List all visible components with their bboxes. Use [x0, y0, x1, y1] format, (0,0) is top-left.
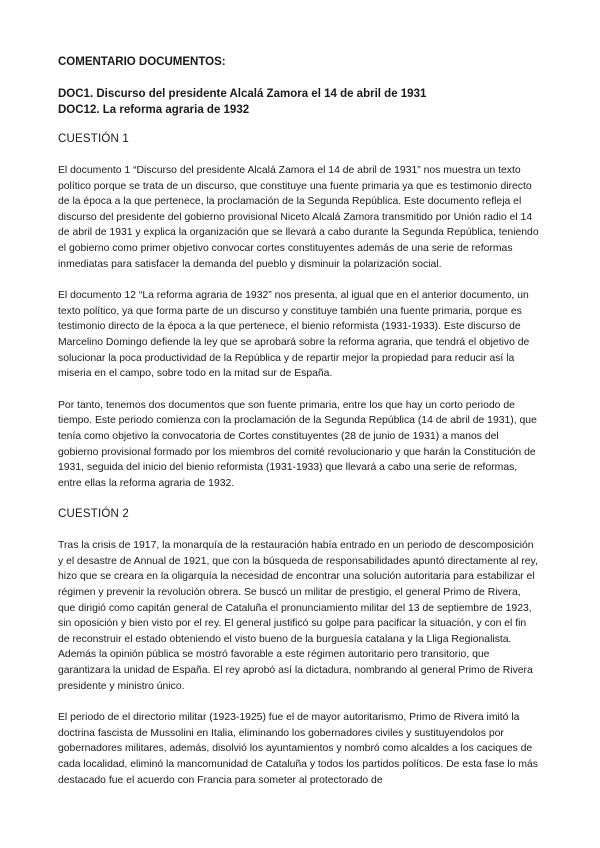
paragraph: El documento 12 “La reforma agraria de 1932” nos presenta, al igual que en el anterior documento, un texto político, ya que forma parte de un discurso y constituye también una fuente primaria, porque es testimonio directo de la época a la que pertenece, el bienio reformista (1931-1933). Este discurso de Marcelino Domingo defiende la ley que se aprobará sobre la reforma agraria, que tendrá el objetivo de solucionar la poca productividad de la República y de repartir mejor la propiedad para reducir así la miseria en el campo, sobre todo en la mitad sur de España. [58, 290, 530, 380]
paragraph: Tras la crisis de 1917, la monarquía de la restauración había entrado en un periodo de descomposición y el desastre de Annual de 1921, que con la búsqueda de responsabilidades apuntó directamente al rey, hizo que se creara en la oligarquía la necesidad de encontrar una solución autoritaria para estabilizar el régimen y prevenir la revolución obrera. Se buscó un militar de prestigio, el general Primo de Rivera, que dirigió como capitán general de Cataluña el pronunciamiento militar del 13 de septiembre de 1923, sin oposición y bien visto por el rey. El general justificó su golpe para pacificar la situación, y con el fin de reconstruir el estado obteniendo el visto bueno de la burguesía catalana y la Lliga Regionalista. Además la opinión pública se mostró favorable a este régimen autoritario pero transitorio, que garantizara la unidad de España. El rey aprobó así la dictadura, nombrando al general Primo de Rivera presidente y ministro único. [58, 540, 538, 692]
document-reference-1: DOC1. Discurso del presidente Alcalá Zamora el 14 de abril de 1931 [58, 88, 427, 100]
paragraph: El periodo de el directorio militar (1923-1925) fue el de mayor autoritarismo, Primo de Rivera imitó la doctrina fascista de Mussolini en Italia, eliminando los gobernadores civiles y sustituyendolos por gobernadores militares, además, disolvió los ayuntamientos y nombró como alcaldes a los caciques de cada localidad, eliminó la mancomunidad de Cataluña y todos los partidos políticos. De esta fase lo más destacado fue el acuerdo con Francia para someter al protectorado de [58, 712, 538, 786]
document-reference-2: DOC12. La reforma agraria de 1932 [58, 104, 250, 116]
paragraph: El documento 1 “Discurso del presidente Alcalá Zamora el 14 de abril de 1931” nos muestra un texto político porque se trata de un discurso, que constituye una fuente primaria ya que es testimonio directo de la época a la que pertenece, la proclamación de la Segunda República. Este documento refleja el discurso del presidente del gobierno provisional Niceto Alcalá Zamora transmitido por Unión radio el 14 de abril de 1931 y explica la organización que se llevará a cabo durante la Segunda República, teniendo el gobierno como primer objetivo convocar cortes constituyentes además de una serie de reformas inmediatas para satisfacer la demanda del pueblo y disminuir la polarización social. [58, 165, 539, 270]
section-heading: CUESTIÓN 2 [58, 508, 130, 521]
paragraph: Por tanto, tenemos dos documentos que son fuente primaria, entre los que hay un corto periodo de tiempo. Este periodo comienza con la proclamación de la Segunda República (14 de abril de 1931), que tenía como objetivo la convocatoria de Cortes constituyentes (28 de junio de 1931) a manos del gobierno provisional formado por los miembros del comité revolucionario y que harán la Constitución de 1931, seguida del inicio del bienio reformista (1931-1933) que llevará a cabo una serie de reformas, entre ellas la reforma agraria de 1932. [58, 399, 537, 489]
documents-list [58, 86, 540, 118]
section-cuestion-1 [58, 132, 540, 491]
section-heading: CUESTIÓN 1 [58, 133, 130, 145]
section-cuestion-2 [58, 507, 540, 788]
document-title: COMENTARIO DOCUMENTOS: [58, 56, 226, 68]
